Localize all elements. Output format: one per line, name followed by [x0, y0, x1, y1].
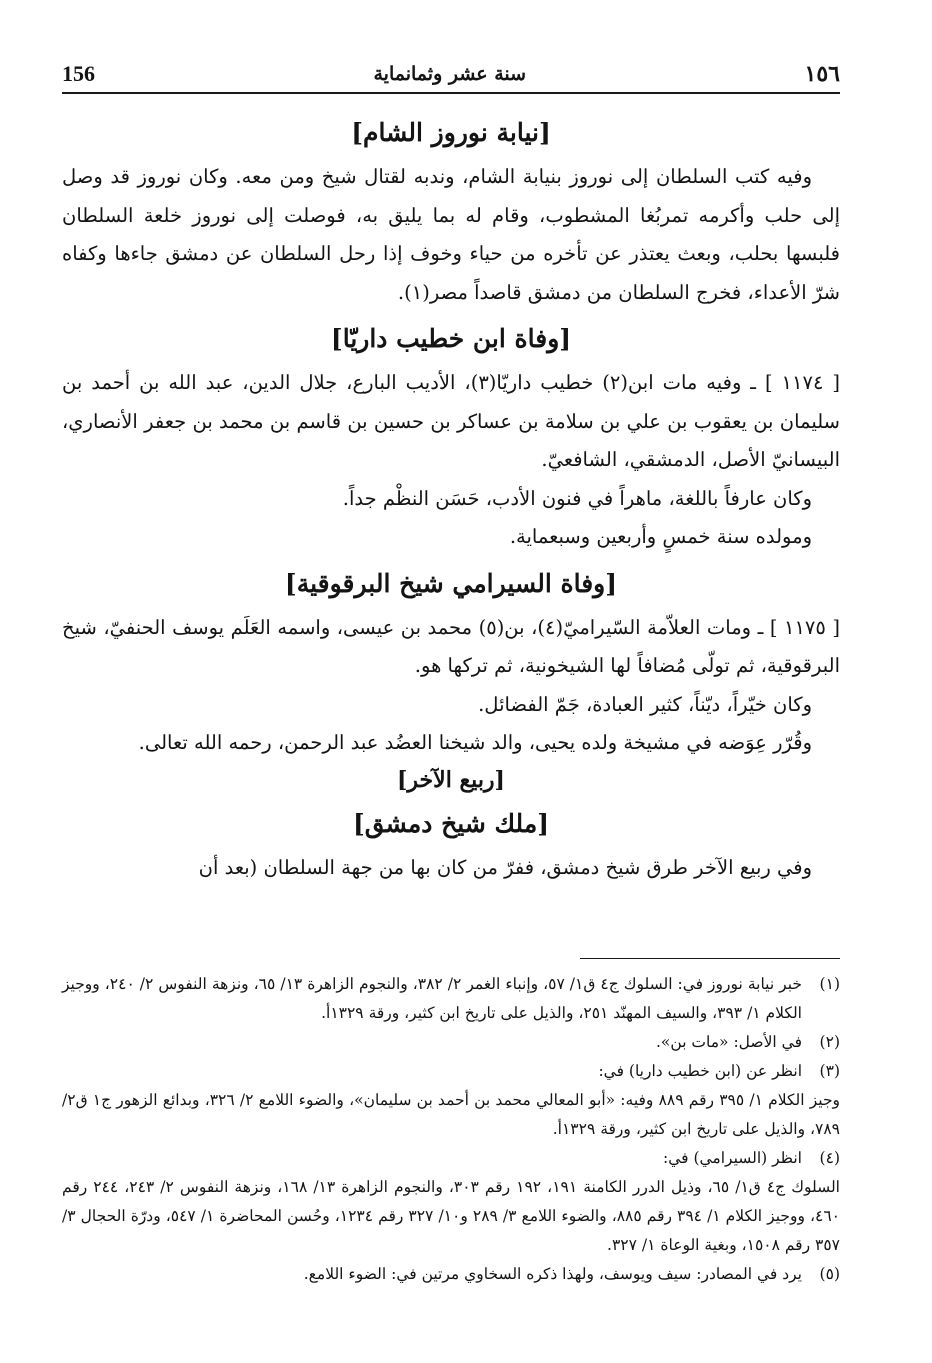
- footnote-text: وجيز الكلام ١/ ٣٩٥ رقم ٨٨٩ وفيه: «أبو المعالي محمد بن أحمد بن سليمان»، والضوء اللامع ٢/ ٣٢٦، وبدائع الزهور ج١ ق٢/ ٧٨٩، والذيل على تاريخ ابن كثير، ورقة ١٣٢٩أ.: [62, 1091, 841, 1138]
- footnote-continuation: [62, 1086, 840, 1144]
- footnote-number: (١): [819, 975, 840, 993]
- paragraph: وفيه كتب السلطان إلى نوروز بنيابة الشام، وندبه لقتال شيخ ومن معه. وكان نوروز قد وصل إلى حلب وأكرمه تمربُغا المشطوب، وقام له بما يليق به، فوصلت إلى نوروز خلعة السلطان فلبسها بحلب، وبعث يعتذر عن تأخره من حياء وخوف إذا رحل السلطان عن دمشق جاءها وكفاه شرّ الأعداء، فخرج السلطان من دمشق قاصداً مصر(١).: [62, 165, 840, 304]
- footnotes: [62, 970, 840, 1289]
- month-title: [ربيع الآخر]: [397, 766, 505, 793]
- footnote-continuation: [62, 1173, 840, 1260]
- running-title: سنة عشر وثمانماية: [373, 63, 527, 85]
- paragraph: ومولده سنة خمسٍ وأربعين وسبعماية.: [509, 525, 812, 548]
- footnote-number: (٢): [819, 1033, 840, 1051]
- section-title: [وفاة السيرامي شيخ البرقوقية]: [284, 568, 618, 598]
- main-text: [62, 106, 840, 887]
- footnote-number: (٣): [819, 1062, 840, 1080]
- section-title: [نيابة نوروز الشام]: [351, 118, 551, 147]
- paragraph: وفي ربيع الآخر طرق شيخ دمشق، ففرّ من كان بها من جهة السلطان (بعد أن: [198, 855, 812, 879]
- section-title: [وفاة ابن خطيب داريّا]: [330, 324, 572, 353]
- footnote-text: يرد في المصادر: سيف ويوسف، ولهذا ذكره السخاوي مرتين في: الضوء اللامع.: [303, 1265, 802, 1283]
- page-number-latin: 156: [62, 61, 96, 86]
- entry-paragraph: [ ١١٧٤ ] ـ وفيه مات ابن(٢) خطيب داريّا(٣)، الأديب البارع، جلال الدين، عبد الله بن أحمد بن سليمان بن يعقوب بن علي بن سلامة بن عساكر بن حسين بن قاسم بن محمد بن جعفر الأنصاري، البيسانيّ الأصل، الدمشقي، الشافعيّ.: [62, 371, 840, 471]
- footnote-text: انظر عن (ابن خطيب داريا) في:: [598, 1062, 802, 1080]
- footnote: [62, 970, 840, 1028]
- footnote-divider: [580, 958, 840, 959]
- entry-paragraph: [ ١١٧٥ ] ـ ومات العلاّمة السّيراميّ(٤)، بن(٥) محمد بن عيسى، واسمه العَلَم يوسف الحنفيّ، شيخ البرقوقية، ثم تولّى مُضافاً لها الشيخونية، ثم تركها هو.: [62, 615, 840, 677]
- page-number-arabic: ١٥٦: [804, 61, 840, 87]
- footnote-text: السلوك ج٤ ق١/ ٦٥، وذيل الدرر الكامنة ١٩١، ١٩٢ رقم ٣٠٣، والنجوم الزاهرة ١٣/ ١٦٨، ونزهة النفوس ٢/ ٢٤٣، ٢٤٤ رقم ٤٦٠، ووجيز الكلام ١/ ٣٩٤ رقم ٨٨٥، والضوء اللامع ٣/ ٢٨٩ و١٠/ ٣٢٧ رقم ١٢٣٤، وحُسن المحاضرة ١/ ٥٤٧، ودرّة الحجال ٣/ ٣٥٧ رقم ١٥٠٨، وبغية الوعاة ١/ ٣٢٧.: [62, 1178, 840, 1254]
- footnote: [62, 1144, 840, 1173]
- footnote: [62, 1028, 840, 1057]
- running-header: [62, 56, 840, 94]
- footnote-number: (٥): [819, 1265, 840, 1283]
- section-title: [ملك شيخ دمشق]: [352, 808, 550, 838]
- footnote-number: (٤): [819, 1149, 840, 1167]
- footnote-text: انظر (السيرامي) في:: [662, 1149, 802, 1167]
- paragraph: وكان خيّراً، ديّناً، كثير العبادة، جَمّ الفضائل.: [478, 692, 812, 716]
- footnote: [62, 1260, 840, 1289]
- footnote: [62, 1057, 840, 1086]
- paragraph: وكان عارفاً باللغة، ماهراً في فنون الأدب، حَسَن النظْم جداً.: [342, 486, 812, 510]
- footnote-text: في الأصل: «مات بن».: [655, 1033, 802, 1051]
- footnote-text: خبر نيابة نوروز في: السلوك ج٤ ق١/ ٥٧، وإنباء الغمر ٢/ ٣٨٢، والنجوم الزاهرة ١٣/ ٦٥، ونزهة النفوس ٢/ ٢٤٠، ووجيز الكلام ١/ ٣٩٣، والسيف المهنّد ٢٥١، والذيل على تاريخ ابن كثير، ورقة ١٣٢٩أ.: [62, 975, 802, 1022]
- paragraph: وقُرّر عِوَضه في مشيخة ولده يحيى، والد شيخنا العضُد عبد الرحمن، رحمه الله تعالى.: [138, 731, 812, 754]
